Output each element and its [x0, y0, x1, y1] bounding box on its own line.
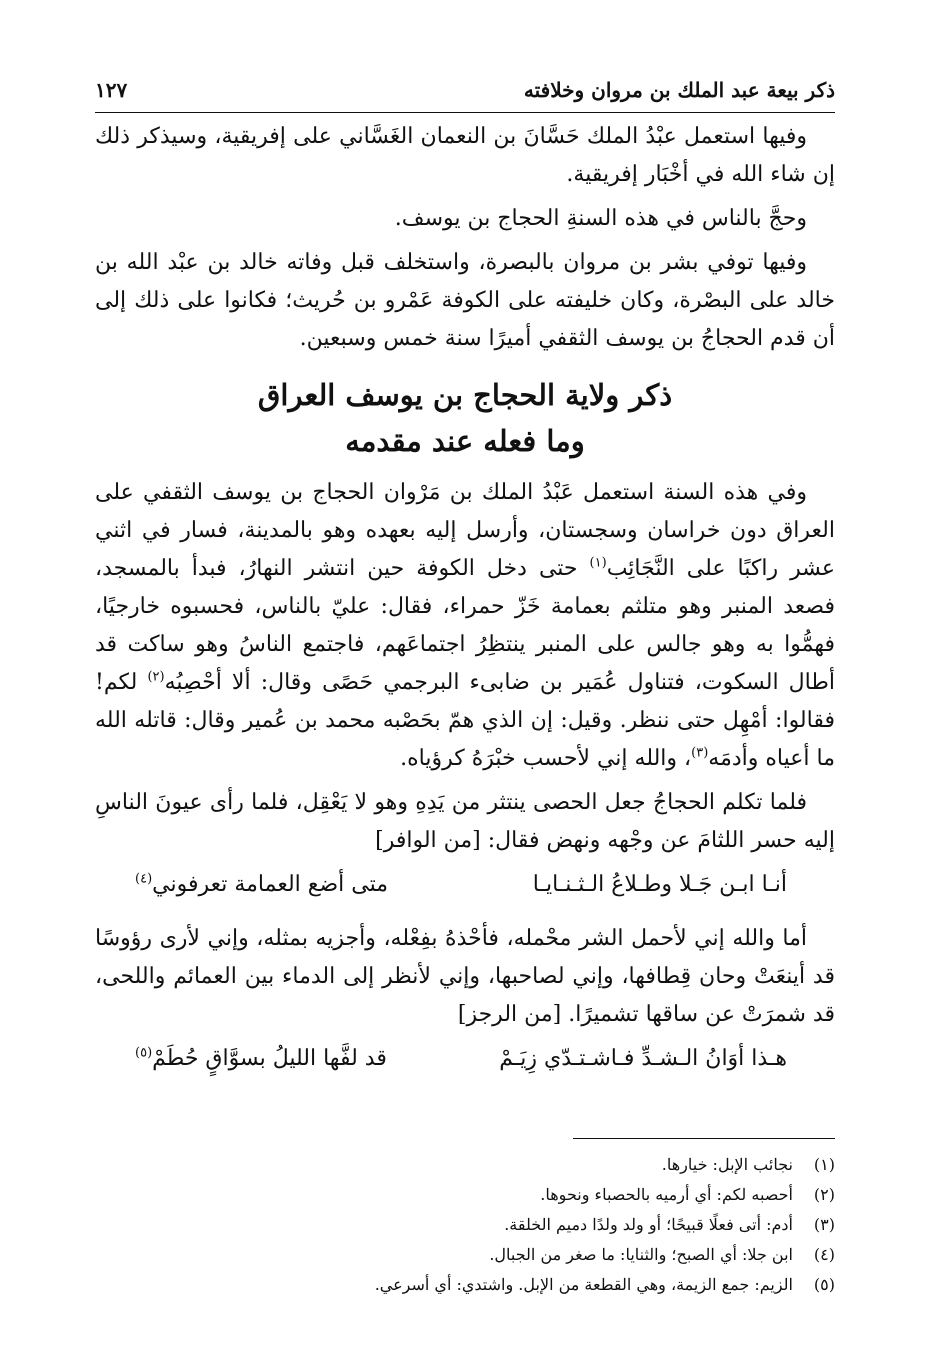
section-heading-line2: وما فعله عند مقدمه — [345, 424, 585, 458]
footnote-ref: (٥) — [135, 1045, 153, 1061]
text-segment: ، والله إني لأحسب خبْرَهُ كرؤياه. — [400, 746, 692, 771]
footnote-ref: (٤) — [135, 871, 153, 887]
footnote-text: ابن جلا: أي الصبح؛ والثنايا: ما صغر من الجبال. — [489, 1245, 793, 1264]
footnote-item — [95, 1150, 835, 1180]
poem-verse — [95, 866, 835, 904]
footnote-ref: (٢) — [147, 669, 165, 685]
footnote-ref: (٣) — [691, 745, 709, 761]
poem-verse — [95, 1040, 835, 1078]
footnote-item — [95, 1210, 835, 1240]
footnote-ref: (١) — [589, 555, 607, 571]
main-text — [95, 118, 835, 1094]
footnote-item — [95, 1240, 835, 1270]
text-segment: وفي هذه السنة استعمل عَبْدُ الملك بن مَرْوان الحجاج بن يوسف الثقفي على العراق دون خراسان وسجستان، وأرسل إليه بعهده وهو بالمدينة، فسار في اثني عشر راكبًا على النَّجَائِب — [95, 480, 835, 581]
page-header — [95, 72, 835, 113]
footnote-number: (٣) — [813, 1215, 835, 1234]
text-segment: لكم! فقالوا: أمْهِل حتى ننظر. وقيل: إن الذي همّ بحَصْبه محمد بن عُمير وقال: قاتله الله ما أعياه وأدمَه — [95, 670, 835, 771]
paragraph: فلما تكلم الحجاجُ جعل الحصى ينتثر من يَدِهِ وهو لا يَعْقِل، فلما رأى عيونَ الناسِ إليه حسر اللثامَ عن وجْهه ونهض فقال: [من الوافر] — [95, 790, 835, 853]
footnotes — [95, 1150, 835, 1300]
verse-first-hemistich: هـذا أوَانُ الـشـدِّ فـاشـتـدّي زِيَـمْ — [499, 1046, 787, 1071]
paragraph: أما والله إني لأحمل الشر محْمله، فأحْذهُ بفِعْله، وأجزيه بمثله، وإني لأرى رؤوسًا قد أينعَتْ وحان قِطافها، وإني لصاحبها، وإني لأنظر إلى الدماء بين العمائم واللحى، قد شمرَتْ عن ساقها تشميرًا. [من الرجز] — [95, 926, 835, 1027]
verse-second-hemistich — [135, 866, 388, 904]
footnote-text: أدم: أتى فعلًا قبيحًا؛ أو ولد ولدًا دميم الخلقة. — [504, 1215, 793, 1234]
paragraph: وحجَّ بالناس في هذه السنةِ الحجاج بن يوسف. — [394, 206, 807, 231]
paragraph: وفيها استعمل عبْدُ الملك حَسَّانَ بن النعمان الغَسَّاني على إفريقية، وسيذكر ذلك إن شاء الله في أخْبَار إفريقية. — [95, 124, 835, 187]
footnote-number: (٢) — [813, 1185, 835, 1204]
verse-text: قد لفَّها الليلُ بسوَّاقٍ حُطَمْ — [152, 1046, 387, 1071]
footnote-text: الزيم: جمع الزيمة، وهي القطعة من الإبل. واشتدي: أي أسرعي. — [374, 1275, 793, 1294]
footnote-number: (١) — [813, 1155, 835, 1174]
footnote-text: أحصبه لكم: أي أرميه بالحصباء ونحوها. — [540, 1185, 793, 1204]
verse-first-hemistich: أنـا ابـن جَـلا وطـلاعُ الـثـنـايـا — [532, 872, 787, 897]
paragraph: وفيها توفي بشر بن مروان بالبصرة، واستخلف قبل وفاته خالد بن عبْد الله بن خالد على البصْرة، وكان خليفته على الكوفة عَمْرو بن حُريث؛ فكانوا على ذلك إلى أن قدم الحجاجُ بن يوسف الثقفي أميرًا سنة خمس وسبعين. — [95, 250, 835, 351]
page-number: ١٢٧ — [95, 78, 128, 102]
section-heading — [95, 372, 835, 464]
verse-text: متى أضع العمامة تعرفوني — [152, 872, 389, 897]
verse-second-hemistich — [135, 1040, 387, 1078]
footnote-divider — [573, 1138, 835, 1139]
footnote-item — [95, 1180, 835, 1210]
footnote-number: (٤) — [813, 1245, 835, 1264]
section-heading-line1: ذكر ولاية الحجاج بن يوسف العراق — [257, 378, 673, 412]
paragraph — [95, 474, 835, 778]
text-segment: حتى دخل الكوفة حين انتشر النهارُ، فبدأ بالمسجد، فصعد المنبر وهو متلثم بعمامة خَزّ حمراء، فقال: عليّ بالناس، فحسبوه خارجيًا، فهمُّوا به وهو جالس على المنبر ينتظِرُ اجتماعَهم، فاجتمع الناسُ وهو ساكت قد أطال السكوت، فتناول عُمَير بن ضابىء البرجمي حَصًى وقال: ألا أحْصِبُه — [95, 556, 835, 695]
footnote-item — [95, 1270, 835, 1300]
footnote-text: نجائب الإبل: خيارها. — [661, 1155, 793, 1174]
footnote-number: (٥) — [813, 1275, 835, 1294]
running-title: ذكر بيعة عبد الملك بن مروان وخلافته — [523, 78, 835, 102]
